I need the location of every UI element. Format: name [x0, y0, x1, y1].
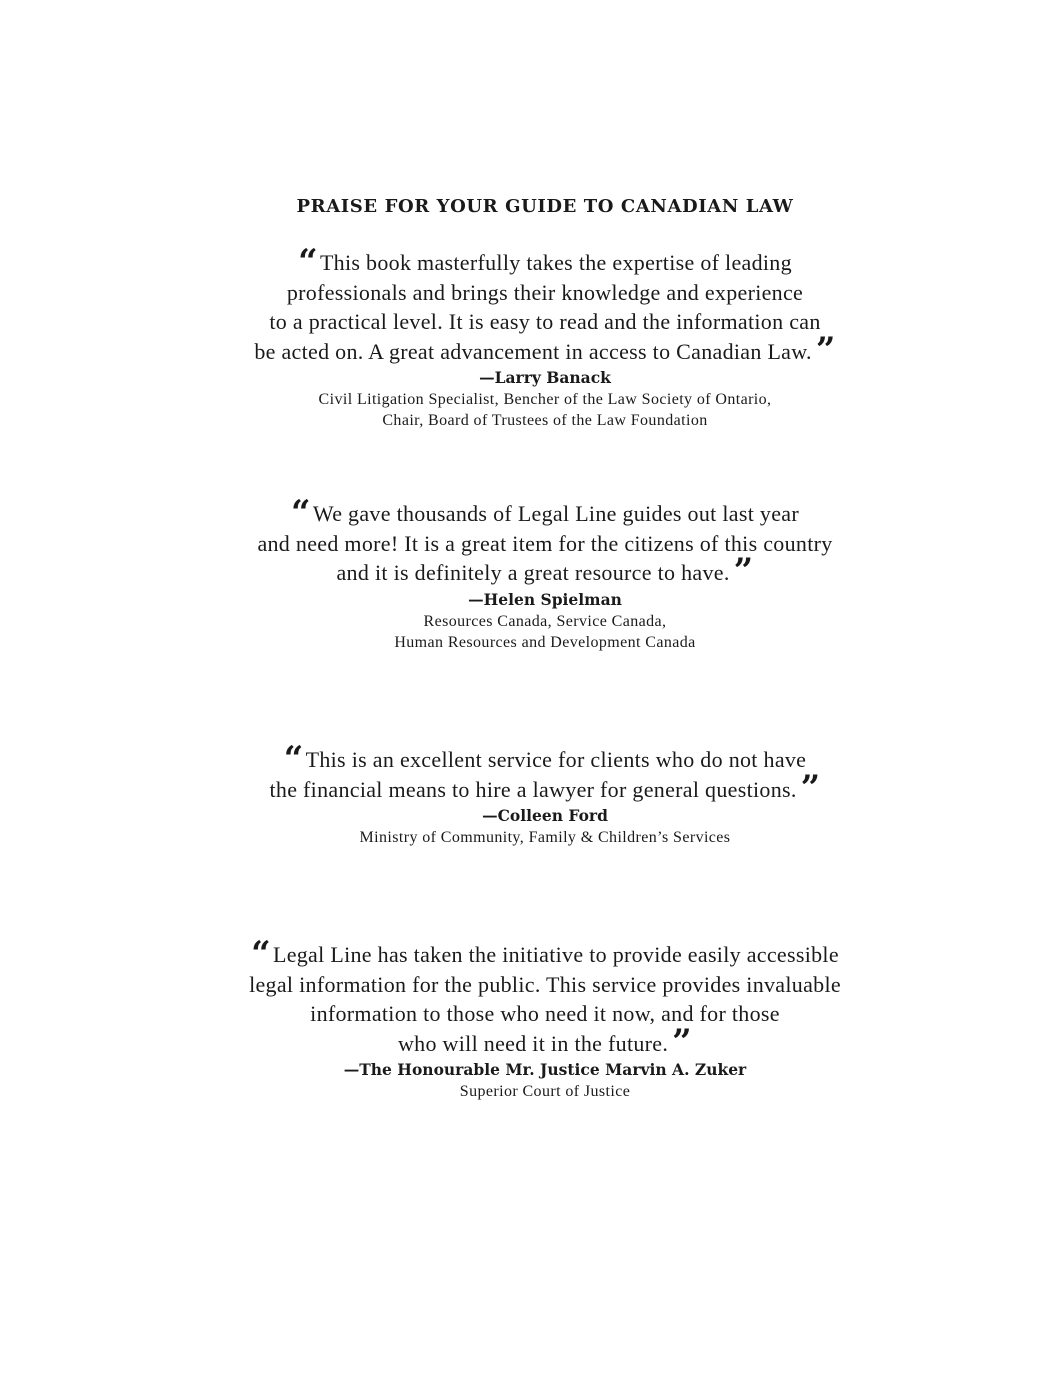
quote-line: “We gave thousands of Legal Line guides out last year: [291, 493, 799, 533]
open-quote-icon: “: [283, 739, 304, 779]
author-affiliation: Superior Court of Justice: [459, 1083, 631, 1100]
close-quote-icon: ”: [800, 767, 821, 808]
close-quote-icon: ”: [733, 551, 754, 591]
author-name: —Colleen Ford: [482, 806, 608, 825]
quote-line: who will need it in the future. ”: [397, 1021, 693, 1062]
author-affiliation: Ministry of Community, Family & Children’s Services: [359, 829, 731, 846]
testimonial-4: [200, 934, 890, 1102]
quote-line: and it is definitely a great resource to have. ”: [336, 551, 754, 591]
author-affiliation: Human Resources and Development Canada: [394, 633, 696, 651]
author-name: —The Honourable Mr. Justice Marvin A. Zuker: [343, 1060, 747, 1079]
quote-line: “Legal Line has taken the initiative to provide easily accessible: [251, 934, 839, 974]
quote-line: be acted on. A great advancement in access to Canadian Law. ”: [254, 329, 836, 370]
open-quote-icon: “: [251, 934, 271, 974]
quote-line: to a practical level. It is easy to read and the information can: [269, 309, 821, 334]
quote-line: professionals and brings their knowledge and experience: [286, 279, 804, 305]
testimonial-2: [200, 493, 890, 653]
author-affiliation: Civil Litigation Specialist, Bencher of the Law Society of Ontario,: [318, 391, 772, 408]
close-quote-icon: ”: [815, 329, 836, 370]
author-name: —Helen Spielman: [468, 589, 622, 609]
open-quote-icon: “: [298, 242, 318, 282]
testimonial-3: [200, 739, 890, 848]
quote-line: the financial means to hire a lawyer for general questions. ”: [269, 767, 821, 808]
open-quote-icon: “: [291, 493, 311, 533]
quote-line: information to those who need it now, and for those: [310, 1001, 780, 1026]
close-quote-icon: ”: [672, 1021, 693, 1062]
quote-line: legal information for the public. This service provides invaluable: [249, 971, 841, 997]
testimonial-1: [200, 242, 890, 431]
author-name: —Larry Banack: [479, 368, 611, 387]
quote-line: “This book masterfully takes the expertise of leading: [298, 242, 792, 282]
page-title: PRAISE FOR YOUR GUIDE TO CANADIAN LAW: [296, 196, 794, 217]
quote-line: and need more! It is a great item for the citizens of this country: [257, 530, 833, 556]
author-affiliation: Chair, Board of Trustees of the Law Foundation: [382, 412, 708, 429]
author-affiliation: Resources Canada, Service Canada,: [423, 612, 667, 630]
quote-line: “This is an excellent service for clients who do not have: [283, 739, 807, 779]
